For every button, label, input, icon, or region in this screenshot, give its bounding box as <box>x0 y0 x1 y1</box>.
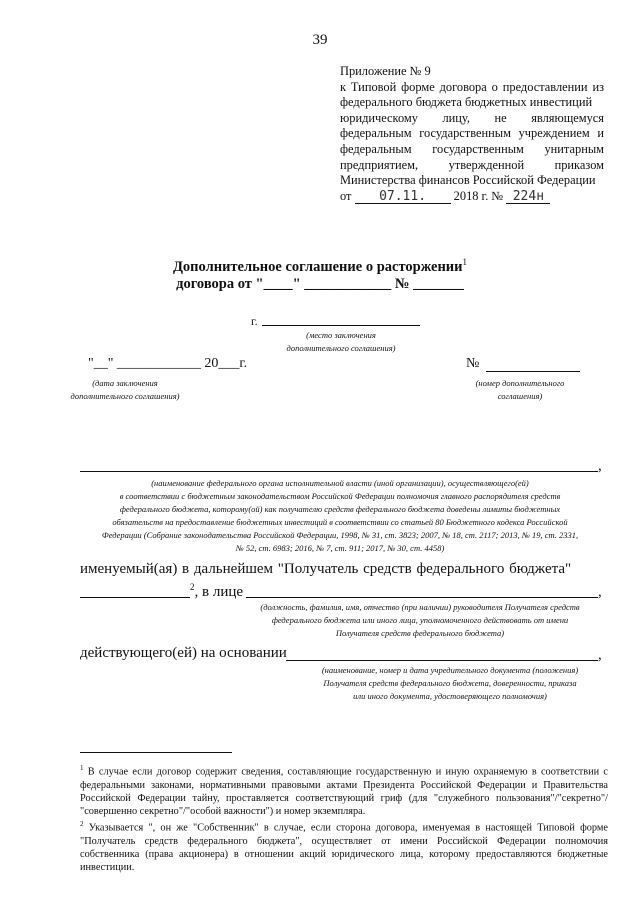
organization-comma: , <box>598 458 602 474</box>
agreement-date-field: "__" ____________ 20___г. <box>88 356 248 371</box>
order-year: 2018 г. № <box>453 188 504 203</box>
recipient-designation: именуемый(ая) в дальнейшем "Получатель средств федерального бюджета" <box>80 561 572 577</box>
basis-caption: (наименование, номер и дата учредительного документа (положения) Получателя средств федерального бюджета, доверенности, приказа или иного документа, удостоверяющего полномочия) <box>321 665 579 701</box>
appendix-order-date <box>340 189 604 205</box>
organization-caption: (наименование федерального органа исполнительной власти (иной организации), осуществляющего(ей) в соответствии с бюджетным законодательством Российской Федерации полномочия главного распорядителя средств федерального бюджета, которому(ой) как получателю средств федерального бюджета доведены лимиты бюджетных обязательств на предоставление бюджетных инвестиций в соответствии со статьей 80 Бюджетного кодекса Российской Федерации (Собрание законодательства Российской Федерации, 1998, № 31, ст. 3823; 2007, № 18, ст. 2117; 2013, № 19, ст. 2331, № 52, ст. 6983; 2016, № 7, ст. 911; 2017, № 30, ст. 4458) <box>101 478 579 553</box>
page-number: 39 <box>312 32 328 48</box>
appendix-line: предприятием, утвержденной приказом <box>340 157 604 172</box>
appendix-line: федеральным государственным учреждением и <box>340 126 604 141</box>
appendix-line: к Типовой форме договора о предоставлении из <box>340 79 604 94</box>
representative-line <box>246 597 598 598</box>
representative-comma: , <box>598 584 602 600</box>
appendix-line: юридическому лицу, не являющемуся <box>340 110 604 125</box>
footnote-separator <box>80 752 232 753</box>
basis-label: действующего(ей) на основании <box>80 645 287 661</box>
agreement-number-label: № <box>466 356 480 371</box>
footnote-ref-2: 2 <box>190 582 195 592</box>
organization-name-line <box>80 471 598 472</box>
agreement-date-caption: (дата заключения дополнительного соглашения) <box>70 378 180 401</box>
appendix-title: Приложение № 9 <box>340 64 431 78</box>
recipient-in-person: $^2$, в лице <box>190 582 244 600</box>
footnotes <box>80 762 608 874</box>
place-caption: (место заключения дополнительного соглашения) <box>286 330 396 353</box>
order-number-handwritten: 224н <box>506 190 550 204</box>
recipient-extra-line <box>80 597 190 598</box>
appendix-line: федеральным государственным унитарным <box>340 141 604 156</box>
place-field-line <box>262 325 420 326</box>
footnote-ref-1: 1 <box>462 257 468 267</box>
date-prefix: от <box>340 188 352 203</box>
basis-document-line <box>286 660 598 661</box>
document-title: Дополнительное соглашение о расторжении$^1$ <box>172 257 468 275</box>
document-subtitle: договора от "____" ____________ № _______ <box>176 276 464 292</box>
place-prefix: г. <box>251 314 258 328</box>
appendix-header <box>340 64 604 204</box>
agreement-number-caption: (номер дополнительного соглашения) <box>475 378 565 401</box>
order-date-handwritten: 07.11. <box>355 190 451 204</box>
appendix-line: Министерства финансов Российской Федерации <box>340 173 596 188</box>
appendix-line: федерального бюджета бюджетных инвестиций <box>340 95 593 110</box>
footnote-1: $^1$ В случае если договор содержит сведения, составляющие государственную и иную охраняемую в соответствии с федеральными законами, нормативными правовыми актами Президента Российской Федерации и Правительства Российской Федерации тайну, проставляется соответствующий гриф (для "служебного пользования"/"секретно"/ "совершенно секретно"/"особой важности") и номер экземпляра. <box>80 764 608 818</box>
agreement-number-line <box>486 371 580 372</box>
basis-comma: , <box>598 647 602 663</box>
footnote-2: $^2$ Указывается ", он же "Собственник" в случае, если сторона договора, именуемая в настоящей Типовой форме "Получатель средств федерального бюджета", осуществляет от имени Российской Федерации полномочия собственника (права акционера) в отношении акций юридического лица, которому предоставляются бюджетные инвестиции. <box>80 820 608 874</box>
representative-caption: (должность, фамилия, имя, отчество (при наличии) руководителя Получателя средств федерального бюджета или иного лица, уполномоченного действовать от имени Получателя средств федерального бюджета) <box>260 602 580 638</box>
